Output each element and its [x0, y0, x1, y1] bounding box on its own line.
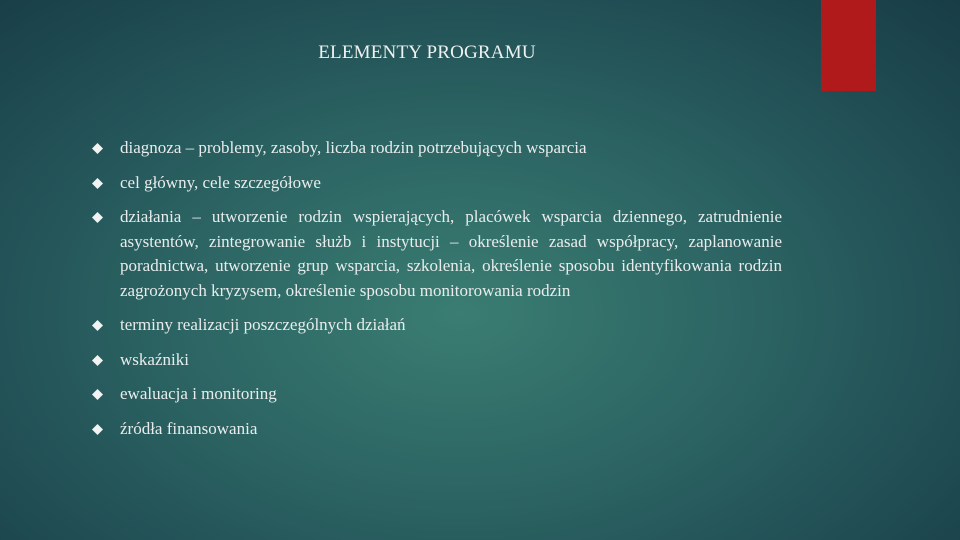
list-item-text: ewaluacja i monitoring	[120, 384, 277, 403]
list-item	[92, 417, 782, 442]
list-item-text: cel główny, cele szczegółowe	[120, 172, 321, 192]
list-item-text: źródła finansowania	[120, 418, 258, 438]
diamond-bullet-icon	[92, 320, 103, 331]
diamond-bullet-icon	[92, 389, 103, 400]
list-item-text: terminy realizacji poszczególnych działań	[120, 315, 406, 334]
list-item	[92, 171, 782, 196]
list-item	[92, 313, 782, 338]
list-item-text: działania – utworzenie rodzin wspierających, placówek wsparcia dziennego, zatrudnienie asystentów, zintegrowanie służb i instytucji – określenie zasad współpracy, zaplanowanie poradnictwa, utworzenie grup wsparcia, szkolenia, określenie sposobu identyfikowania rodzin zagrożonych kryzysem, określenie sposobu monitorowania rodzin	[120, 207, 782, 300]
diamond-bullet-icon	[92, 355, 103, 366]
list-item	[92, 136, 782, 161]
list-item-text: wskaźniki	[120, 349, 189, 369]
diamond-bullet-icon	[92, 212, 103, 223]
list-item	[92, 205, 782, 303]
slide-title: ELEMENTY PROGRAMU	[318, 42, 536, 63]
list-item	[92, 348, 782, 373]
bullet-list	[92, 136, 782, 451]
list-item	[92, 382, 782, 407]
list-item-text: diagnoza – problemy, zasoby, liczba rodzin potrzebujących wsparcia	[120, 138, 587, 157]
diamond-bullet-icon	[92, 178, 103, 189]
diamond-bullet-icon	[92, 143, 103, 154]
diamond-bullet-icon	[92, 424, 103, 435]
